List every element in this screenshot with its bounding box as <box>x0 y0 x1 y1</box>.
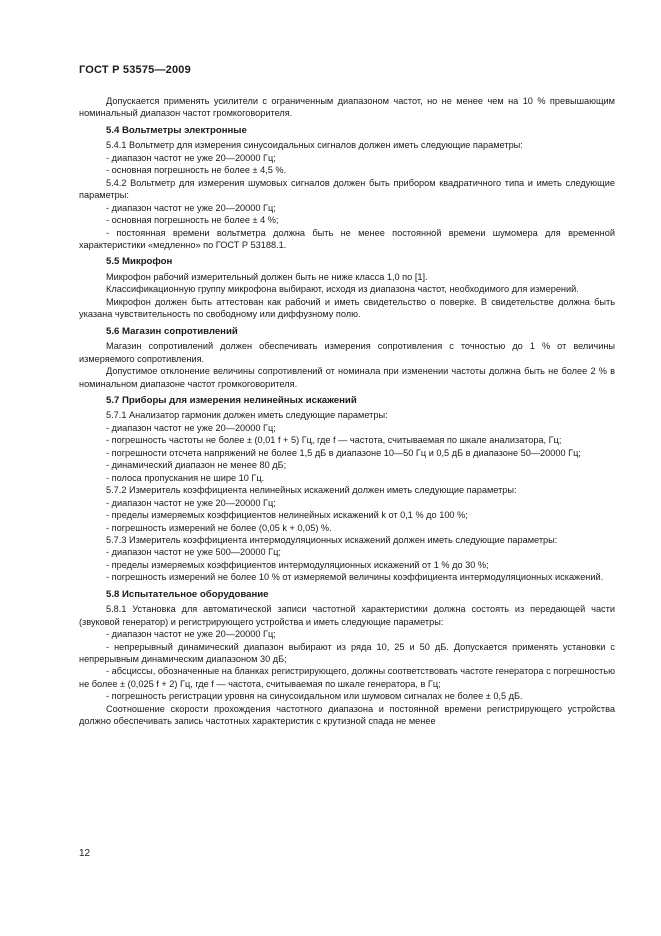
paragraph: Микрофон рабочий измерительный должен быть не ниже класса 1,0 по [1]. <box>106 271 428 282</box>
paragraph: 5.7.2 Измеритель коэффициента нелинейных искажений должен иметь следующие параметры: <box>106 485 517 496</box>
paragraph: - диапазон частот не уже 20—20000 Гц; <box>106 202 276 213</box>
paragraph: - погрешность измерений не более 10 % от измеряемой величины коэффициента интермодуляционных искажений. <box>106 572 604 583</box>
document-header: ГОСТ Р 53575—2009 <box>79 64 191 76</box>
paragraph: - непрерывный динамический диапазон выбирают из ряда 10, 25 и 50 дБ. Допускается применять установки с непрерывным динамическим диапазоном 30 дБ; <box>79 641 615 665</box>
paragraph: - погрешности отсчета напряжений не более 1,5 дБ в диапазоне 10—50 Гц и 0,5 дБ в диапазоне 50—20000 Гц; <box>106 447 581 458</box>
paragraph: - погрешность частоты не более ± (0,01 f + 5) Гц, где f — частота, считываемая по шкале анализатора, Гц; <box>106 435 562 446</box>
paragraph: - пределы измеряемых коэффициентов интермодуляционных искажений от 1 % до 30 %; <box>106 559 489 570</box>
section-heading: 5.4 Вольтметры электронные <box>106 124 247 136</box>
paragraph: - диапазон частот не уже 20—20000 Гц; <box>106 152 276 163</box>
paragraph: - диапазон частот не уже 20—20000 Гц; <box>106 497 276 508</box>
paragraph: Допустимое отклонение величины сопротивлений от номинала при изменении частоты должна быть не более 2 % в номинальном диапазоне частот громкоговорителя. <box>79 366 615 389</box>
paragraph: Микрофон должен быть аттестован как рабочий и иметь свидетельство о поверке. В свидетельстве должна быть указана чувствительность по свободному или диффузному полю. <box>79 296 615 320</box>
section-heading: 5.6 Магазин сопротивлений <box>106 325 238 337</box>
paragraph: 5.4.2 Вольтметр для измерения шумовых сигналов должен быть прибором квадратичного типа и иметь следующие параметры: <box>79 177 615 201</box>
paragraph: - пределы измеряемых коэффициентов нелинейных искажений k от 0,1 % до 100 %; <box>106 510 468 521</box>
page-number: 12 <box>79 848 91 859</box>
paragraph: Допускается применять усилители с ограниченным диапазоном частот, но не менее чем на 10 % превышающим номинальный диапазон частот громкоговорителя. <box>79 96 615 119</box>
paragraph: - погрешность измерений не более (0,05 k + 0,05) %. <box>106 522 332 533</box>
section-heading: 5.7 Приборы для измерения нелинейных искажений <box>106 394 357 406</box>
paragraph: - диапазон частот не уже 500—20000 Гц; <box>106 547 281 558</box>
paragraph: - диапазон частот не уже 20—20000 Гц; <box>106 629 276 640</box>
paragraph: 5.4.1 Вольтметр для измерения синусоидальных сигналов должен иметь следующие параметры: <box>106 140 523 151</box>
paragraph: 5.8.1 Установка для автоматической записи частотной характеристики должна состоять из передающей части (звуковой генератор) и регистрирующего устройства и иметь следующие параметры: <box>79 604 615 627</box>
paragraph: Классификационную группу микрофона выбирают, исходя из диапазона частот, необходимого для измерений. <box>106 284 579 295</box>
paragraph: - полоса пропускания не шире 10 Гц. <box>106 472 265 483</box>
paragraph: - абсциссы, обозначенные на бланках регистрирующего, должны соответствовать частоте генератора с погрешностью не более ± (0,025 f + 2) Гц, где f — частота, считываемая по шкале генератора, в Гц; <box>79 666 615 689</box>
document-body <box>79 95 615 728</box>
section-heading: 5.5 Микрофон <box>106 256 173 268</box>
paragraph: - постоянная времени вольтметра должна быть не менее постоянной времени шумомера для временной характеристики «медленно» по ГОСТ Р 53188.1. <box>79 227 615 250</box>
paragraph: 5.7.3 Измеритель коэффициента интермодуляционных искажений должен иметь следующие параметры: <box>106 534 558 545</box>
paragraph: - основная погрешность не более ± 4,5 %. <box>106 165 287 176</box>
paragraph: - основная погрешность не более ± 4 %; <box>106 215 279 226</box>
paragraph: - динамический диапазон не менее 80 дБ; <box>106 460 287 471</box>
section-heading: 5.8 Испытательное оборудование <box>106 588 269 600</box>
paragraph: 5.7.1 Анализатор гармоник должен иметь следующие параметры: <box>106 410 388 421</box>
paragraph: Соотношение скорости прохождения частотного диапазона и постоянной времени регистрирующего устройства должно обеспечивать запись частотных характеристик с крутизной спада не менее <box>79 703 615 727</box>
paragraph: - погрешность регистрации уровня на синусоидальном или шумовом сигналах не более ± 0,5 дБ. <box>106 691 523 702</box>
paragraph: - диапазон частот не уже 20—20000 Гц; <box>106 422 276 433</box>
paragraph: Магазин сопротивлений должен обеспечивать измерения сопротивления с точностью до 1 % от величины измеряемого сопротивления. <box>79 341 615 364</box>
